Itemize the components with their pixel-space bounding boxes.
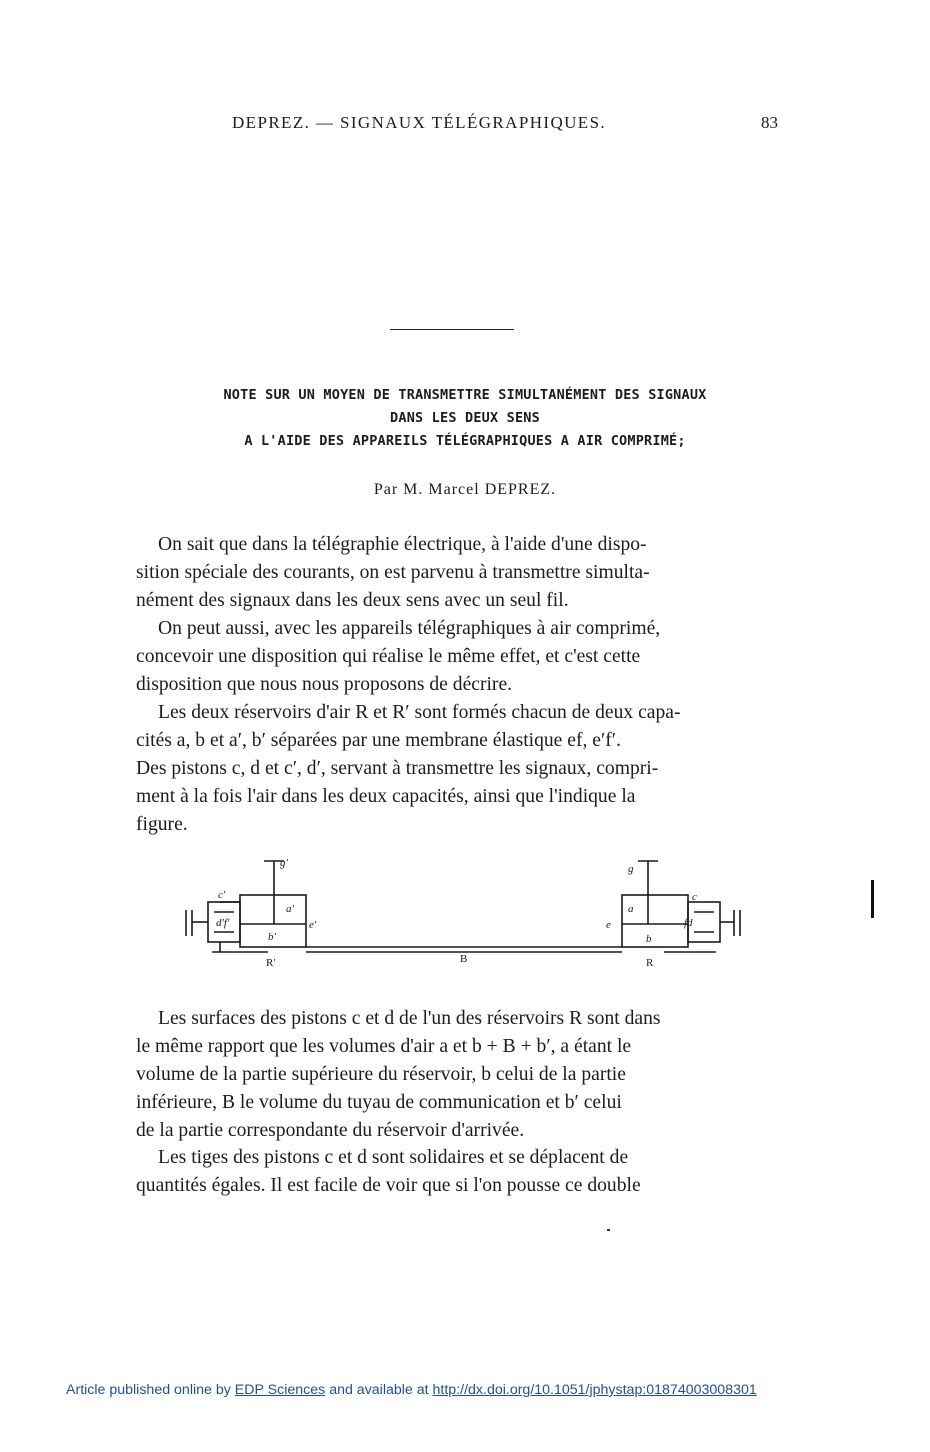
byline-prefix [374, 481, 398, 498]
label-d-left: d′f′ [216, 917, 230, 929]
byline-par: Par [373, 481, 399, 498]
label-g-left: g′ [280, 857, 288, 869]
paragraph-line: figure. [136, 814, 188, 835]
paragraph-1 [136, 531, 786, 615]
article-title-line: A L'AIDE DES APPAREILS TÉLÉGRAPHIQUES A AIR COMPRIMÉ; [244, 433, 686, 449]
label-e-right: e [606, 919, 611, 931]
publisher-link[interactable]: EDP Sciences [234, 1382, 326, 1398]
label-a-left: a′ [286, 903, 294, 915]
label-c-right: c [692, 891, 697, 903]
paragraph-line: Les tiges des pistons c et d sont solidaires et se déplacent de [158, 1147, 629, 1168]
label-R-right: R [646, 957, 654, 969]
paragraph-line: nément des signaux dans les deux sens avec un seul fil. [136, 590, 569, 611]
running-head [232, 113, 778, 135]
paragraph-line: le même rapport que les volumes d'air a et b + B + b′, a étant le [136, 1036, 632, 1057]
paragraph-line: volume de la partie supérieure du réservoir, b celui de la partie [136, 1064, 626, 1085]
paragraph-line: On sait que dans la télégraphie électrique, à l'aide d'une dispo- [158, 534, 647, 555]
author-last-name: DEPREZ. [484, 481, 557, 498]
right-piston-housing [688, 902, 720, 942]
paragraph-line: disposition que nous nous proposons de décrire. [136, 674, 513, 695]
publication-footer [66, 1382, 866, 1398]
label-b-right: b [646, 933, 652, 945]
page-number: 83 [761, 113, 778, 132]
margin-mark [871, 880, 874, 918]
paragraph-line: sition spéciale des courants, on est parvenu à transmettre simulta- [136, 562, 650, 583]
print-speck [607, 1229, 610, 1231]
footer-prefix: Article published online by [66, 1382, 231, 1398]
label-a-right: a [628, 903, 634, 915]
paragraph-line: ment à la fois l'air dans les deux capacités, ainsi que l'indique la [136, 786, 636, 807]
label-e-left: e′ [309, 919, 317, 931]
paragraph-3 [136, 699, 786, 839]
footer-middle: and available at [329, 1382, 429, 1398]
article-title-line: DANS LES DEUX SENS [390, 410, 540, 426]
doi-link[interactable]: http://dx.doi.org/10.1051/jphystap:01874003008301 [432, 1382, 757, 1398]
paragraph-line: Les surfaces des pistons c et d de l'un des réservoirs R sont dans [158, 1008, 661, 1029]
article-title-line: NOTE SUR UN MOYEN DE TRANSMETTRE SIMULTANÉMENT DES SIGNAUX [223, 387, 707, 403]
paragraph-line: de la partie correspondante du réservoir d'arrivée. [136, 1120, 525, 1141]
label-d-right: fd [684, 917, 693, 929]
paragraph-2 [136, 615, 786, 699]
label-B: B [460, 953, 468, 965]
running-head-title: DEPREZ. — SIGNAUX TÉLÉGRAPHIQUES. [232, 113, 607, 132]
paragraph-line: On peut aussi, avec les appareils télégraphiques à air comprimé, [158, 618, 661, 639]
reservoir-diagram [176, 852, 746, 970]
author-title: M. [403, 481, 424, 498]
label-c-left: c′ [218, 889, 226, 901]
label-R-left: R′ [266, 957, 276, 969]
paragraph-5 [136, 1144, 786, 1200]
label-b-left: b′ [268, 931, 276, 943]
paragraph-line: inférieure, B le volume du tuyau de communication et b′ celui [136, 1092, 622, 1113]
paragraph-line: Les deux réservoirs d'air R et R′ sont formés chacun de deux capa- [158, 702, 681, 723]
label-g-right: g [628, 863, 634, 875]
article-title [100, 384, 830, 453]
paragraph-line: concevoir une disposition qui réalise le même effet, et c'est cette [136, 646, 641, 667]
paragraph-line: quantités égales. Il est facile de voir que si l'on pousse ce double [136, 1175, 641, 1196]
paragraph-4 [136, 1005, 786, 1145]
author-first-name: Marcel [428, 481, 480, 498]
byline [100, 481, 830, 499]
paragraph-line: Des pistons c, d et c′, d′, servant à transmettre les signaux, compri- [136, 758, 659, 779]
section-rule [390, 329, 514, 330]
paragraph-line: cités a, b et a′, b′ séparées par une membrane élastique ef, e′f′. [136, 730, 621, 751]
